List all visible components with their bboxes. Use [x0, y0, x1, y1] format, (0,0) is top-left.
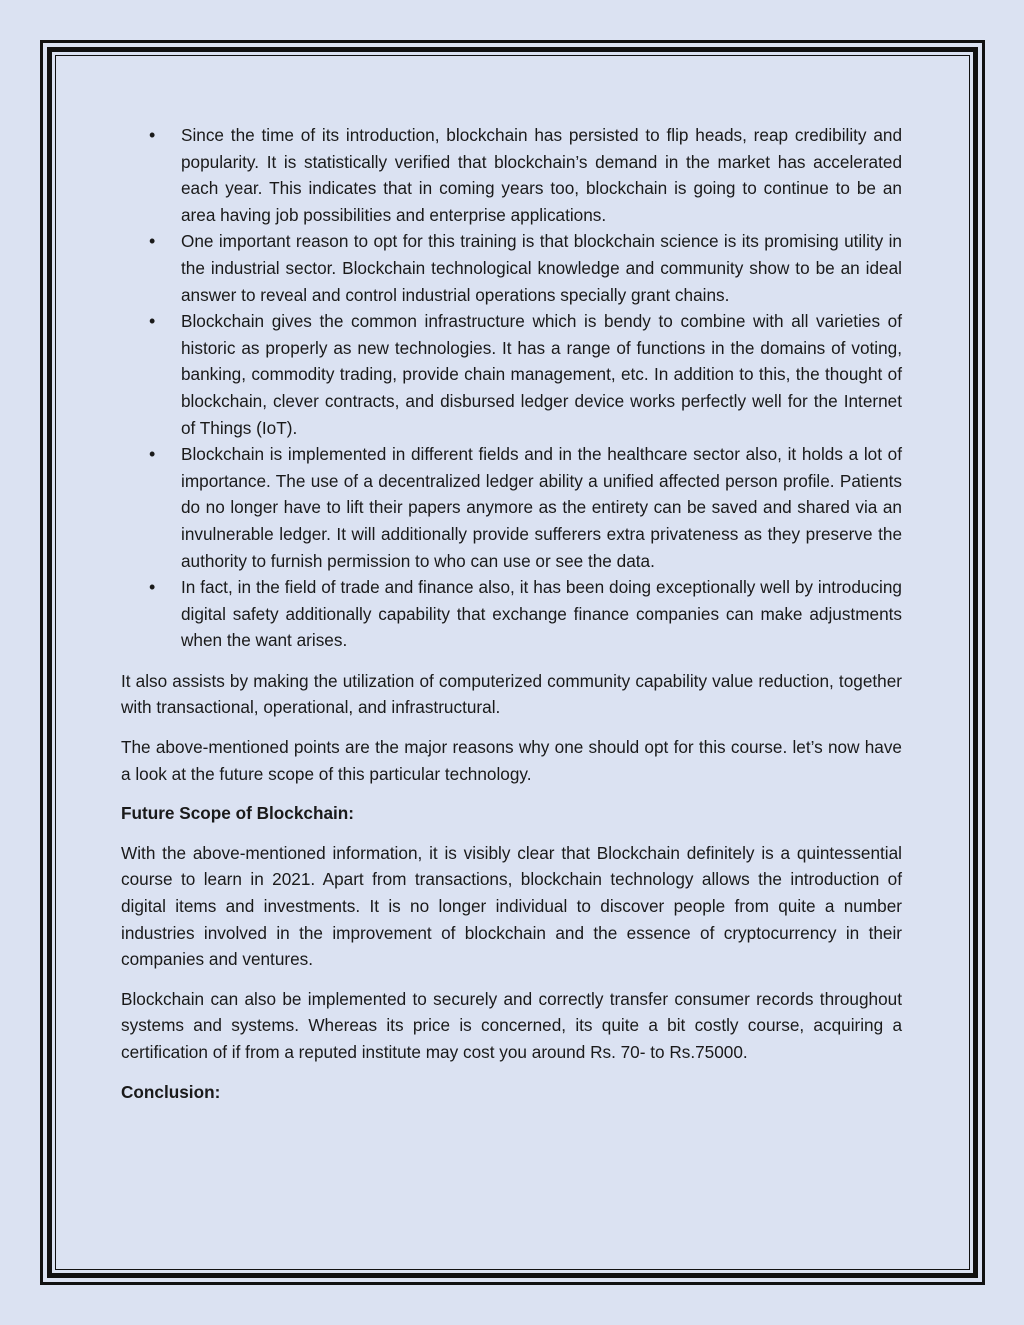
list-item [121, 308, 902, 441]
bullet-icon: • [149, 444, 156, 465]
heading-conclusion: Conclusion: [121, 1081, 221, 1102]
bullet-icon: • [149, 311, 156, 332]
list-item-text: In fact, in the field of trade and finance also, it has been doing exceptionally well by introducing digital safety additionally capability that exchange finance companies can make adjustments when the want arises. [181, 577, 902, 651]
document-body [121, 122, 902, 1105]
bullet-list [121, 122, 902, 654]
list-item-text: Blockchain gives the common infrastructure which is bendy to combine with all varieties of historic as properly as new technologies. It has a range of functions in the domains of voting, banking, commodity trading, provide chain management, etc. In addition to this, the thought of blockchain, clever contracts, and disbursed ledger device works perfectly well for the Internet of Things (IoT). [181, 311, 902, 438]
list-item-text: Since the time of its introduction, blockchain has persisted to flip heads, reap credibility and popularity. It is statistically verified that blockchain’s demand in the market has accelerated each year. This indicates that in coming years too, blockchain is going to continue to be an area having job possibilities and enterprise applications. [181, 125, 902, 225]
bullet-icon: • [149, 125, 156, 145]
list-item [121, 228, 902, 308]
paragraph-transfer-records: Blockchain can also be implemented to securely and correctly transfer consumer records throughout systems and systems. Whereas its price is concerned, its quite a bit costly course, acquiring a certification of if from a reputed institute may cost you around Rs. 70- to Rs.75000. [121, 988, 902, 1062]
paragraph-future-scope: With the above-mentioned information, it is visibly clear that Blockchain definitely is a quintessential course to learn in 2021. Apart from transactions, blockchain technology allows the introduction of digital items and investments. It is no longer individual to discover people from quite a number industries involved in the improvement of blockchain and the essence of cryptocurrency in their companies and ventures. [121, 842, 902, 970]
list-item-text: Blockchain is implemented in different fields and in the healthcare sector also, it holds a lot of importance. The use of a decentralized ledger ability a unified affected person profile. Patients do no longer have to lift their papers anymore as the entirety can be saved and shared via an invulnerable ledger. It will additionally provide sufferers extra privateness as they preserve the authority to furnish permission to who can use or see the data. [181, 444, 902, 571]
list-item-text: One important reason to opt for this training is that blockchain science is its promising utility in the industrial sector. Blockchain technological knowledge and community show to be an ideal answer to reveal and control industrial operations specially grant chains. [181, 231, 902, 305]
paragraph-major-reasons: The above-mentioned points are the major reasons why one should opt for this course. let’s now have a look at the future scope of this particular technology. [121, 737, 902, 784]
heading-future-scope: Future Scope of Blockchain: [121, 803, 355, 824]
bullet-icon: • [149, 231, 156, 252]
list-item [121, 574, 902, 654]
list-item [121, 441, 902, 574]
bullet-icon: • [149, 577, 156, 598]
paragraph-assists: It also assists by making the utilization of computerized community capability value reduction, together with transactional, operational, and infrastructural. [121, 670, 902, 718]
list-item [121, 122, 902, 228]
